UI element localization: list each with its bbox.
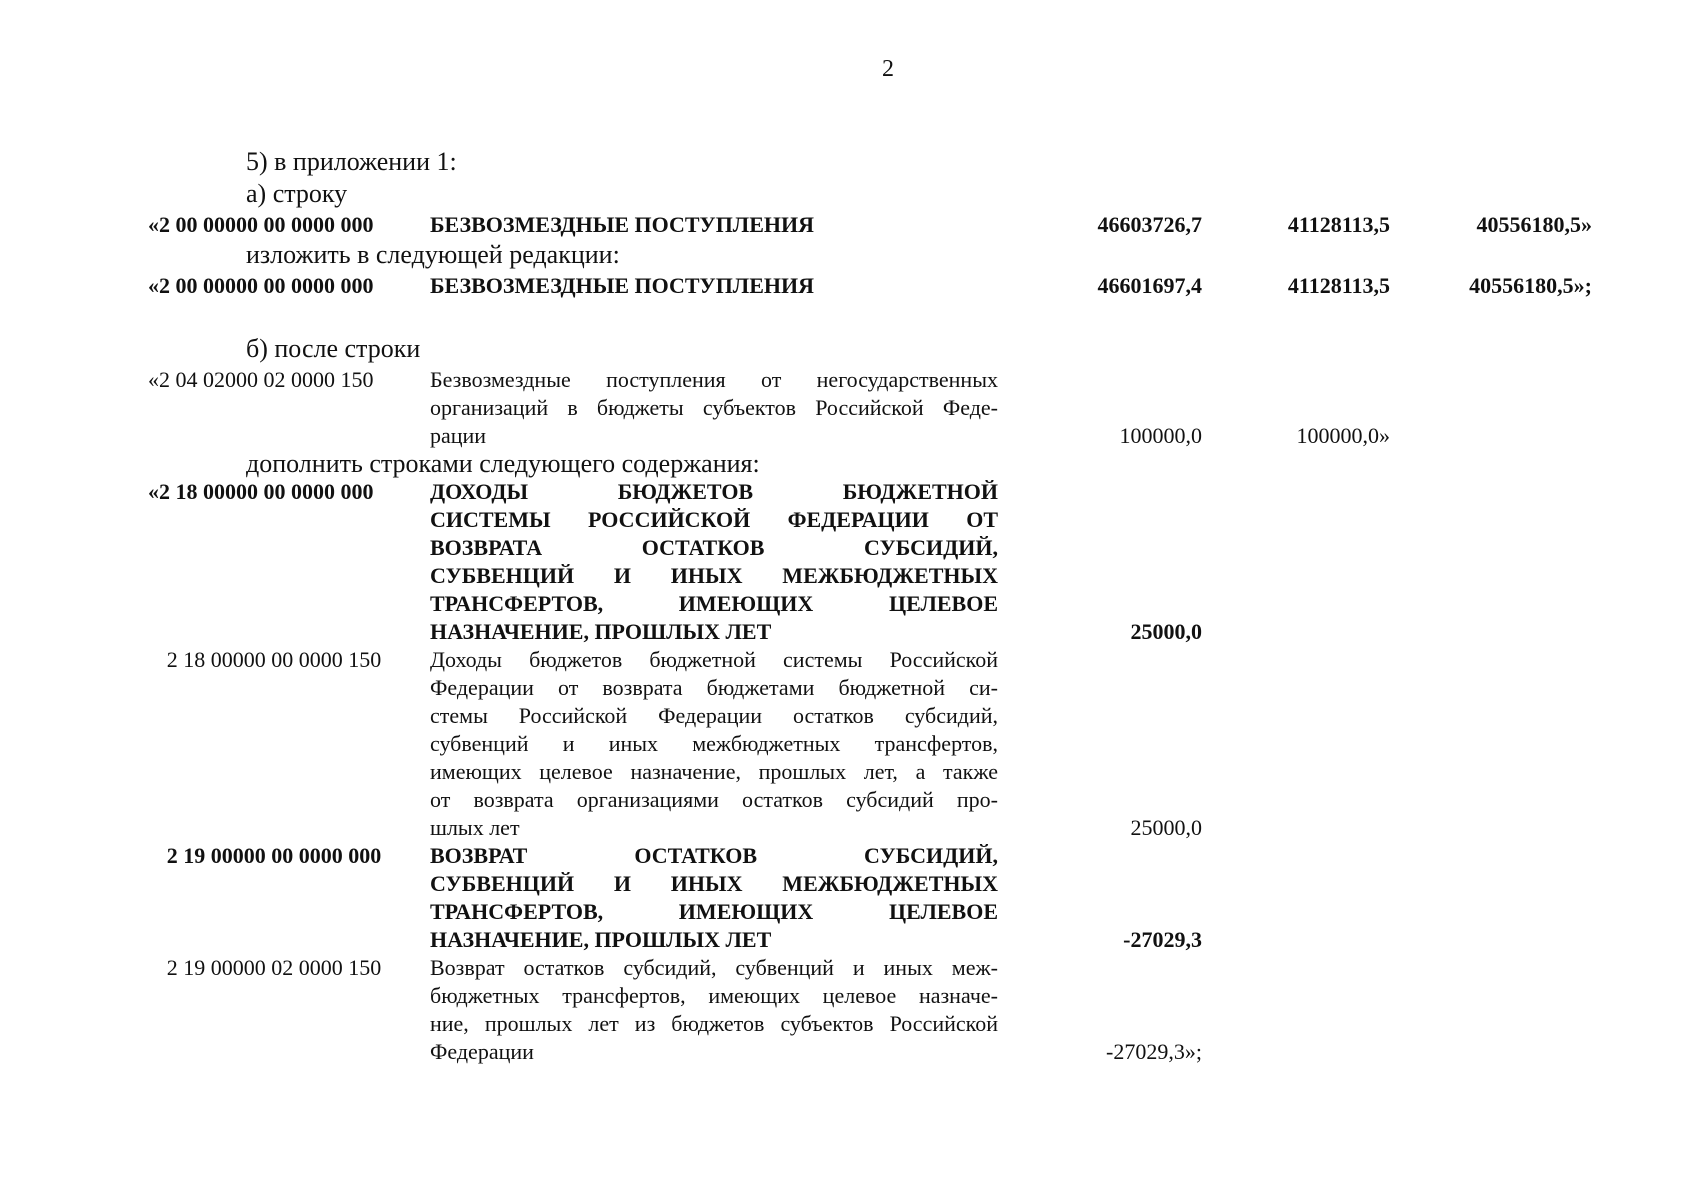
row-code: 2 18 00000 00 0000 150 — [166, 647, 382, 672]
row-name-line: ТРАНСФЕРТОВ, ИМЕЮЩИХ ЦЕЛЕВОЕ — [430, 591, 998, 616]
row-code: 2 19 00000 02 0000 150 — [166, 955, 382, 980]
page-number: 2 — [882, 56, 894, 82]
row-name-line: Федерации — [430, 1039, 534, 1064]
row-name-line: СИСТЕМЫ РОССИЙСКОЙ ФЕДЕРАЦИИ ОТ — [430, 507, 998, 532]
row-name-line: Федерации от возврата бюджетами бюджетной си- — [430, 675, 998, 700]
row-value-2: 100000,0» — [1296, 423, 1390, 448]
row-name-line: ТРАНСФЕРТОВ, ИМЕЮЩИХ ЦЕЛЕВОЕ — [430, 899, 998, 924]
row-name-line: ВОЗВРАТА ОСТАТКОВ СУБСИДИЙ, — [430, 535, 998, 560]
row-value-1: -27029,3»; — [1106, 1039, 1202, 1064]
row-name-line: ВОЗВРАТ ОСТАТКОВ СУБСИДИЙ, — [430, 843, 998, 868]
row-value-1: 25000,0 — [1130, 619, 1202, 644]
row-name-line: ние, прошлых лет из бюджетов субъектов Российской — [430, 1011, 998, 1036]
row-name-line: бюджетных трансфертов, имеющих целевое назначе- — [430, 983, 998, 1008]
row-code: «2 04 02000 02 0000 150 — [148, 367, 374, 392]
row-name-line: шлых лет — [430, 815, 520, 840]
row-value-1: 100000,0 — [1119, 423, 1202, 448]
row-name-line: НАЗНАЧЕНИЕ, ПРОШЛЫХ ЛЕТ — [430, 619, 772, 644]
row-value-3: 40556180,5» — [1476, 212, 1592, 237]
paragraph-add: дополнить строками следующего содержания: — [246, 449, 760, 478]
row-code: 2 19 00000 00 0000 000 — [166, 843, 382, 868]
row-name — [430, 842, 998, 954]
row-name-line: стемы Российской Федерации остатков субсидий, — [430, 703, 998, 728]
row-name-line: субвенций и иных межбюджетных трансфертов, — [430, 731, 998, 756]
row-code: «2 00 00000 00 0000 000 — [148, 212, 374, 237]
row-name — [430, 366, 998, 450]
row-name-line: Возврат остатков субсидий, субвенций и иных меж- — [430, 955, 998, 980]
paragraph-replace: изложить в следующей редакции: — [246, 240, 620, 269]
row-name-line: от возврата организациями остатков субсидий про- — [430, 787, 998, 812]
row-name: БЕЗВОЗМЕЗДНЫЕ ПОСТУПЛЕНИЯ — [430, 273, 814, 298]
paragraph-a: а) строку — [246, 179, 348, 208]
row-name-line: НАЗНАЧЕНИЕ, ПРОШЛЫХ ЛЕТ — [430, 927, 772, 952]
row-value-1: -27029,3 — [1123, 927, 1202, 952]
row-name — [430, 646, 998, 842]
row-code: «2 00 00000 00 0000 000 — [148, 273, 374, 298]
row-value-1: 46603726,7 — [1097, 212, 1202, 237]
paragraph-5: 5) в приложении 1: — [246, 147, 457, 176]
row-value-2: 41128113,5 — [1287, 273, 1390, 298]
row-name-line: имеющих целевое назначение, прошлых лет, а также — [430, 759, 998, 784]
row-value-3: 40556180,5»; — [1469, 273, 1592, 298]
row-name-line: организаций в бюджеты субъектов Российской Феде- — [430, 395, 998, 420]
row-name-line: рации — [430, 423, 487, 448]
row-name-line: Безвозмездные поступления от негосударственных — [430, 367, 998, 392]
row-name-line: СУБВЕНЦИЙ И ИНЫХ МЕЖБЮДЖЕТНЫХ — [430, 871, 998, 896]
row-name-line: ДОХОДЫ БЮДЖЕТОВ БЮДЖЕТНОЙ — [430, 479, 998, 504]
row-name — [430, 478, 998, 646]
paragraph-b: б) после строки — [246, 334, 421, 363]
row-name: БЕЗВОЗМЕЗДНЫЕ ПОСТУПЛЕНИЯ — [430, 212, 814, 237]
row-value-1: 46601697,4 — [1097, 273, 1202, 298]
row-name-line: Доходы бюджетов бюджетной системы Российской — [430, 647, 998, 672]
row-code: «2 18 00000 00 0000 000 — [148, 479, 374, 504]
row-value-1: 25000,0 — [1130, 815, 1202, 840]
row-value-2: 41128113,5 — [1287, 212, 1390, 237]
row-name — [430, 954, 998, 1066]
row-name-line: СУБВЕНЦИЙ И ИНЫХ МЕЖБЮДЖЕТНЫХ — [430, 563, 998, 588]
